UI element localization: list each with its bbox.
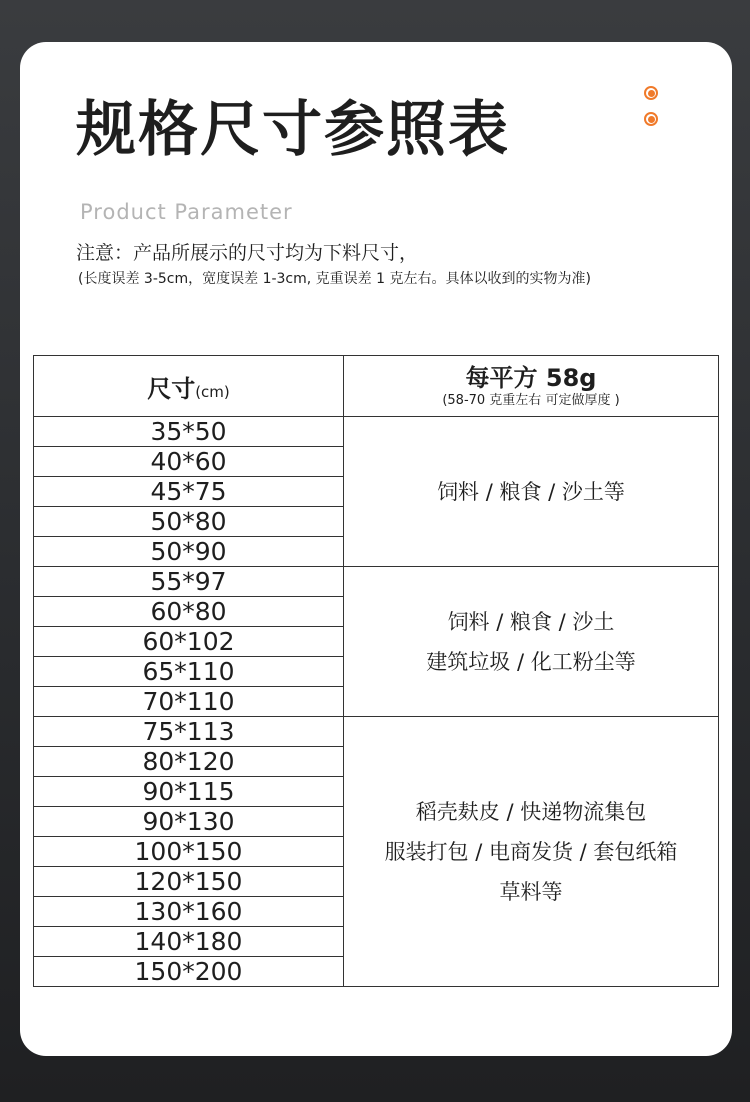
size-cell: 50*90 [34,537,344,567]
usage-cell [344,717,719,987]
size-cell: 55*97 [34,567,344,597]
note-line-1: 注意：产品所展示的尺寸均为下料尺寸， [76,242,419,264]
size-cell: 60*102 [34,627,344,657]
decorative-dots [644,86,658,138]
size-cell: 150*200 [34,957,344,987]
size-cell: 40*60 [34,447,344,477]
size-cell: 140*180 [34,927,344,957]
usage-cell [344,567,719,717]
table-row [34,567,719,597]
usage-column-header [344,356,719,417]
table-row [34,717,719,747]
spec-table-body [34,417,719,987]
size-cell: 50*80 [34,507,344,537]
size-cell: 100*150 [34,837,344,867]
content-card [20,42,732,1056]
usage-cell [344,417,719,567]
size-cell: 75*113 [34,717,344,747]
usage-line: 草料等 [499,879,563,904]
usage-line: 服装打包 / 电商发货 / 套包纸箱 [384,839,678,864]
size-cell: 60*80 [34,597,344,627]
spec-table [33,355,719,987]
page-title: 规格尺寸参照表 [76,95,510,165]
size-cell: 80*120 [34,747,344,777]
usage-line: 饲料 / 粮食 / 沙土等 [437,479,625,504]
orange-dot-icon [644,86,658,100]
table-row [34,417,719,447]
orange-dot-icon [644,112,658,126]
size-cell: 45*75 [34,477,344,507]
size-header-unit: (cm) [195,382,230,401]
usage-line: 稻壳麸皮 / 快递物流集包 [415,799,647,824]
note-line-2: (长度误差 3-5cm，宽度误差 1-3cm, 克重误差 1 克左右。具体以收到的实物为准) [78,271,591,287]
size-column-header [34,356,344,417]
usage-line: 建筑垃圾 / 化工粉尘等 [426,649,636,674]
usage-header-label: 每平方 58g [465,364,597,392]
size-cell: 70*110 [34,687,344,717]
size-cell: 90*115 [34,777,344,807]
size-cell: 120*150 [34,867,344,897]
table-header-row [34,356,719,417]
size-header-label: 尺寸 [147,374,196,403]
page-subtitle: Product Parameter [80,200,293,224]
size-cell: 130*160 [34,897,344,927]
size-cell: 90*130 [34,807,344,837]
size-cell: 65*110 [34,657,344,687]
usage-header-sub: (58-70 克重左右 可定做厚度 ) [442,393,620,408]
usage-line: 饲料 / 粮食 / 沙土 [447,609,615,634]
size-cell: 35*50 [34,417,344,447]
